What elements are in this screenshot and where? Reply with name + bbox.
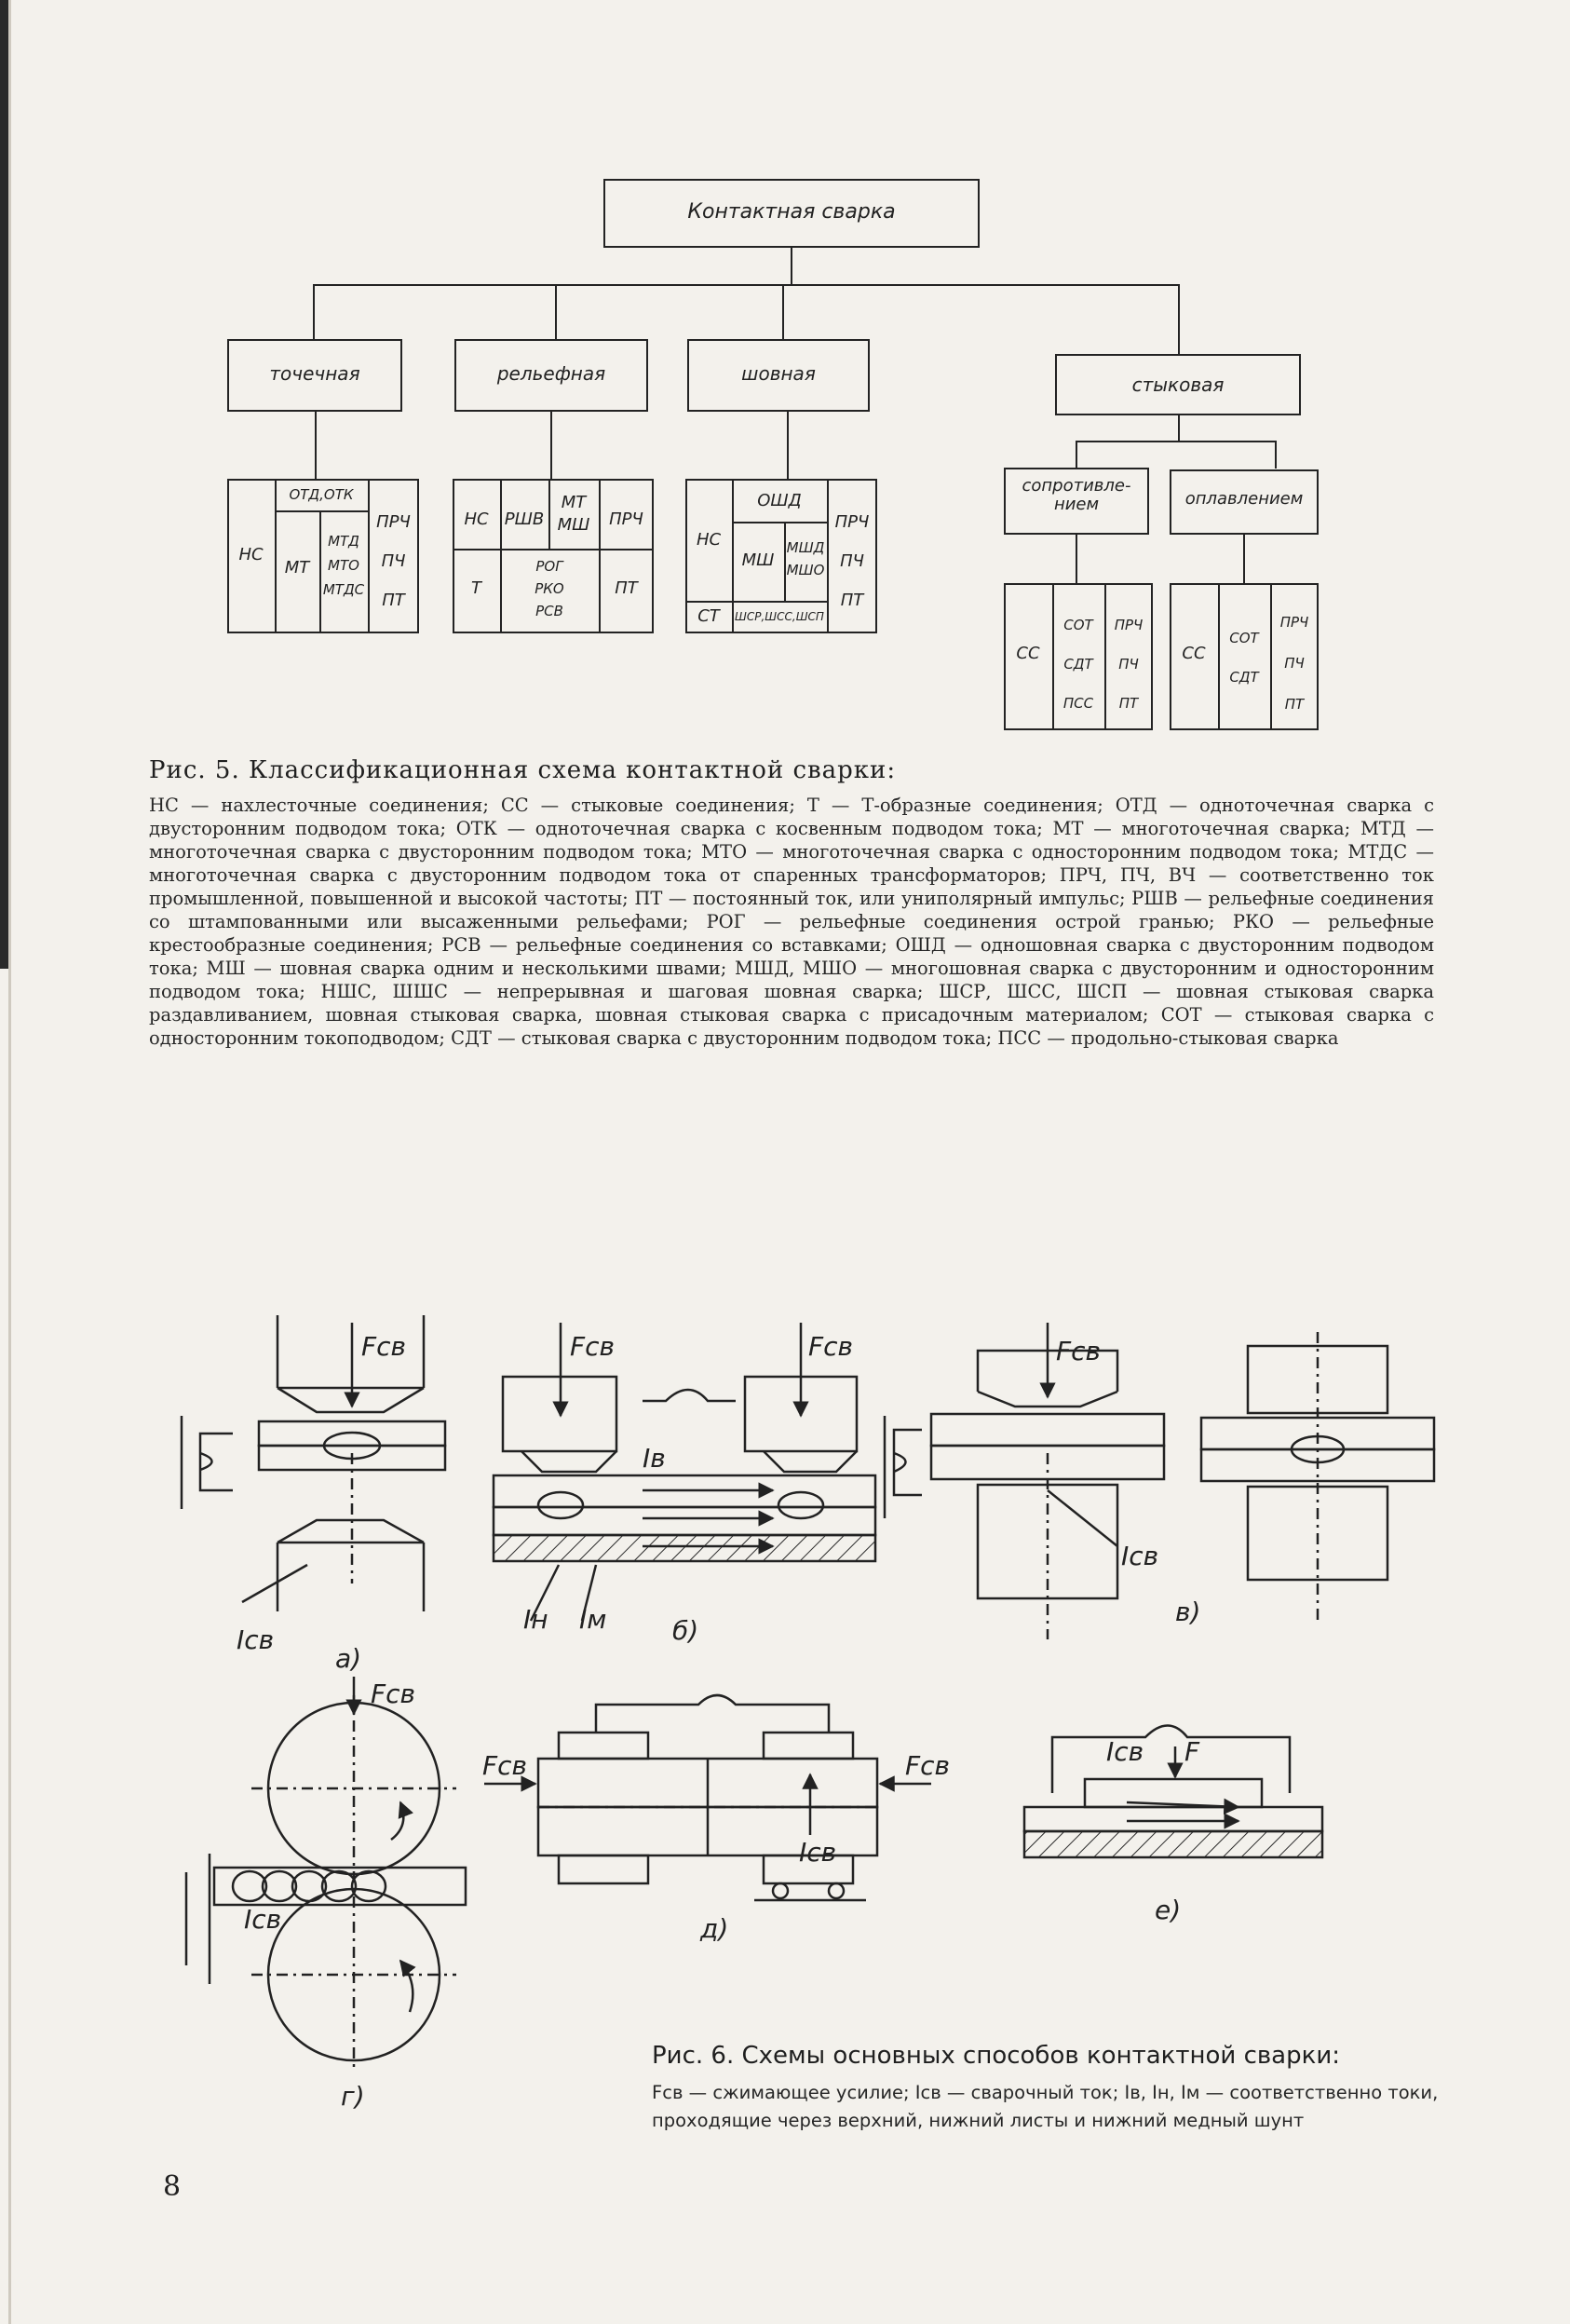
seam-cell: МШ (741, 550, 775, 570)
label-e: е) (1155, 1895, 1182, 1925)
label-isv: Iсв (1106, 1736, 1144, 1767)
spot-cell: МТ (284, 558, 310, 578)
relief-cell: Т (471, 578, 481, 598)
label-fsv: Fсв (482, 1750, 528, 1781)
flash-cell: СС (1182, 644, 1206, 663)
label-isv: Iсв (1121, 1541, 1159, 1571)
label-in: Iн (523, 1604, 548, 1635)
label-a: а) (335, 1643, 362, 1674)
label-fsv: Fсв (1056, 1336, 1102, 1366)
seam-cell: ПРЧ ПЧ ПТ (834, 512, 870, 610)
label-fsv: Fсв (371, 1678, 416, 1709)
resist-cell: СС (1016, 644, 1040, 663)
spot-cell: НС (238, 545, 264, 564)
label-b: б) (672, 1615, 699, 1646)
fig5-text: НС — нахлесточные соединения; СС — стыковые соединения; Т — Т-образные соединения; ОТД — одноточечная сварка с двусторонним подводом тока; ОТК — одноточечная сварка с косвенным подводом тока; МТ — многоточечная сварка; МТД — многоточечная сварка с двусторонним подводом тока; МТО — многоточечная сварка с односторонним подводом тока; МТДС — многоточечная сварка с двусторонним подводом тока от спаренных трансформаторов; ПРЧ, ПЧ, ВЧ — соответственно ток промышленной, повышенной и высокой частоты; ПТ — постоянный ток, или униполярный импульс; РШВ — рельефные соединения со штампованными или высаженными рельефами; РОГ — рельефные соединения острой гранью; РКО — рельефные крестообразные соединения; РСВ — рельефные соединения со вставками; ОШД — одношовная сварка с двусторонним подводом тока; МШ — шовная сварка одним и несколькими швами; МШД, МШО — многошовная сварка с двусторонним и односторонним подводом тока; НШС, ШШС — непрерывная и шаговая шовная сварка; ШСР, ШСС, ШСП — шовная стыковая сварка раздавливанием, шовная стыковая сварка, шовная стыковая сварка с присадочным материалом; СОТ — стыковая сварка с односторонним токоподводом; СДТ — стыковая сварка с двусторонним подводом тока; ПСС — продольно-стыковая сварка (149, 795, 1434, 1049)
flash-cell: СОТ СДТ (1229, 630, 1259, 686)
label-im: Iм (579, 1604, 607, 1635)
scheme-v (885, 1323, 1164, 1639)
branch-label: стыковая (1131, 374, 1225, 396)
label-isv: Iсв (237, 1624, 275, 1655)
seam-cell: ШСР,ШСС,ШСП (735, 610, 824, 623)
spot-cell: МТД МТО МТДС (322, 533, 365, 598)
relief-cell: НС (464, 510, 489, 529)
scheme-d (484, 1695, 931, 1900)
spot-cell: ПРЧ ПЧ ПТ (376, 512, 411, 610)
resist-cell: ПРЧ ПЧ ПТ (1114, 617, 1144, 712)
seam-cell: МШД МШО (786, 539, 825, 578)
scheme-b (494, 1323, 875, 1621)
branch-label: рельефная (496, 362, 606, 385)
relief-cell: РШВ (504, 510, 545, 529)
label-fsv: Fсв (361, 1331, 407, 1362)
label-fsv: Fсв (905, 1750, 951, 1781)
seam-cell: НС (696, 530, 722, 550)
seam-cell: СТ (697, 606, 720, 626)
spot-cell: ОТД,ОТК (289, 486, 354, 503)
fig6-text: Fсв — сжимающее усилие; Iсв — сварочный ток; Iв, Iн, Iм — соответственно токи, проходящие через верхний, нижний листы и нижний медный шунт (652, 2082, 1439, 2131)
label-f: F (1184, 1736, 1200, 1767)
label-g: г) (341, 2081, 365, 2112)
relief-cell: ПРЧ (609, 510, 643, 529)
page-number: 8 (163, 2170, 182, 2203)
scheme-e (1024, 1726, 1322, 1858)
relief-cell: ПТ (615, 578, 638, 598)
label-fsv: Fсв (808, 1331, 854, 1362)
relief-cell: РОГ РКО РСВ (535, 558, 564, 619)
scheme-v2 (1201, 1332, 1434, 1621)
root-label: Контактная сварка (687, 200, 896, 224)
label-isv: Iсв (799, 1837, 837, 1868)
scheme-g (186, 1677, 466, 2068)
label-v: в) (1175, 1597, 1201, 1627)
sub-label: оплавлением (1184, 489, 1304, 509)
flash-cell: ПРЧ ПЧ ПТ (1279, 614, 1309, 713)
fig6-title: Рис. 6. Схемы основных способов контактной сварки: (652, 2042, 1340, 2070)
label-isv: Iсв (244, 1904, 282, 1935)
fig5-title: Рис. 5. Классификационная схема контактной сварки: (149, 756, 897, 784)
label-fsv: Fсв (570, 1331, 616, 1362)
sub-label: сопротивле- нием (1022, 476, 1131, 514)
label-iv: Iв (643, 1443, 666, 1474)
seam-cell: ОШД (757, 491, 802, 510)
fig6-caption (652, 2042, 1453, 2135)
relief-cell: МТ МШ (557, 493, 590, 535)
resist-cell: СОТ СДТ ПСС (1062, 617, 1094, 712)
branch-label: точечная (269, 362, 360, 385)
label-d: д) (700, 1913, 729, 1944)
branch-label: шовная (741, 362, 816, 385)
